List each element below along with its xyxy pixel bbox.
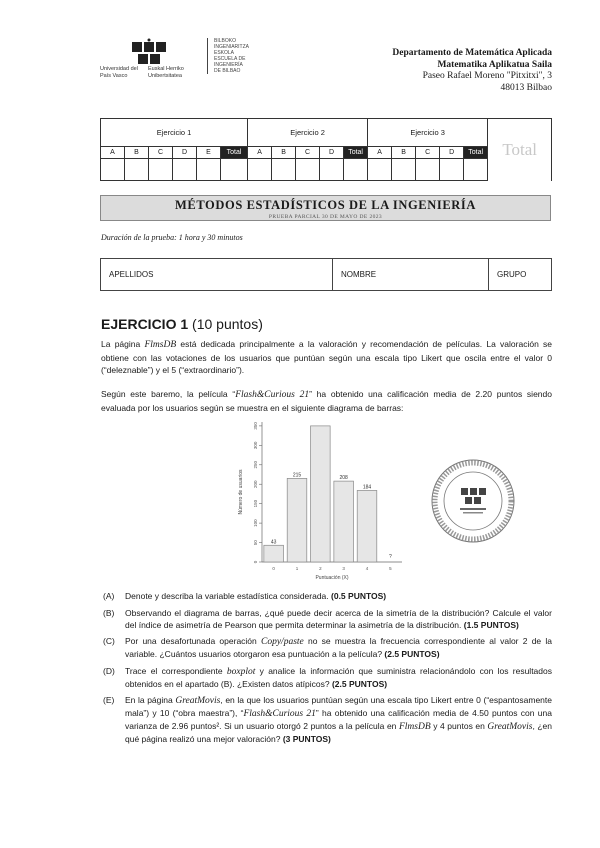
exercise-2-header: Ejercicio 2 bbox=[248, 119, 368, 147]
movie-name: Flash&Curious 21 bbox=[235, 390, 310, 400]
ex1-col-c: C bbox=[149, 147, 173, 159]
department-street: Paseo Rafael Moreno "Pitxitxi", 3 bbox=[422, 71, 552, 81]
department-address bbox=[392, 48, 552, 94]
score-cell[interactable] bbox=[125, 159, 149, 181]
ex1-col-a: A bbox=[101, 147, 125, 159]
statement-text: Según este baremo, la película “ bbox=[101, 389, 236, 399]
question-points: (2.5 PUNTOS) bbox=[384, 649, 440, 659]
intro-text: La página bbox=[101, 339, 145, 349]
question-b bbox=[101, 607, 552, 631]
name-field[interactable]: NOMBRE bbox=[333, 259, 489, 291]
exercise-points: (10 puntos) bbox=[192, 316, 263, 332]
site-name: FlmsDB bbox=[144, 340, 177, 350]
question-term: GreatMovis bbox=[487, 722, 533, 732]
y-tick-label: 150 bbox=[253, 499, 258, 508]
x-tick-label: 5 bbox=[389, 566, 392, 571]
bar bbox=[287, 478, 307, 562]
question-text: Trace el correspondiente bbox=[125, 665, 227, 676]
ex3-col-d: D bbox=[440, 147, 464, 159]
score-cell[interactable] bbox=[197, 159, 221, 181]
score-cell[interactable] bbox=[344, 159, 368, 181]
question-text: , en la que los usuarios puntúan según una escala tipo Likert entre 0 (“espantosamente mala”) y 10 (“obra maestra”), “ bbox=[125, 695, 552, 718]
y-tick-label: 250 bbox=[253, 461, 258, 469]
bar bbox=[264, 545, 284, 562]
grand-total-header: Total bbox=[488, 119, 552, 181]
questions-list bbox=[101, 590, 552, 750]
ex2-col-total: Total bbox=[344, 147, 368, 159]
school-line: INGENIARITZA bbox=[214, 44, 250, 50]
question-points: (2.5 PUNTOS) bbox=[331, 678, 388, 689]
question-d bbox=[101, 665, 552, 690]
question-text: Por una desafortunada operación bbox=[125, 636, 261, 646]
exercise-intro bbox=[101, 338, 552, 377]
score-cell[interactable] bbox=[296, 159, 320, 181]
question-points: (3 PUNTOS) bbox=[282, 734, 331, 744]
question-label: (C) bbox=[103, 636, 115, 646]
exam-subtitle: PRUEBA PARCIAL 30 DE MAYO DE 2023 bbox=[268, 214, 383, 220]
x-tick-label: 3 bbox=[342, 566, 345, 571]
y-tick-label: 200 bbox=[253, 480, 258, 488]
question-text: Denote y describa la variable estadística considerada. bbox=[125, 591, 332, 601]
score-cell[interactable] bbox=[416, 159, 440, 181]
question-points: (0.5 PUNTOS) bbox=[331, 591, 387, 601]
ex1-col-b: B bbox=[125, 147, 149, 159]
y-axis-label: Número de usuarios bbox=[238, 469, 244, 515]
university-emblem-icon bbox=[130, 38, 168, 66]
question-term: FlmsDB bbox=[398, 722, 431, 732]
bar bbox=[311, 426, 331, 562]
question-term: Copy/paste bbox=[261, 637, 304, 647]
question-term: GreatMovis bbox=[175, 696, 221, 706]
score-cell[interactable] bbox=[368, 159, 392, 181]
score-cell[interactable] bbox=[272, 159, 296, 181]
x-tick-label: 0 bbox=[272, 566, 275, 571]
question-term: boxplot bbox=[226, 666, 256, 677]
score-cell[interactable] bbox=[440, 159, 464, 181]
score-cell[interactable] bbox=[320, 159, 344, 181]
school-line: DE BILBAO bbox=[214, 68, 241, 74]
question-text: y analice la información que suministra relacionándolo con los resultados obtenidos en el apartado (B). ¿Existen datos atípicos? bbox=[125, 665, 552, 689]
question-c bbox=[101, 635, 552, 660]
exercise-statement bbox=[101, 388, 552, 414]
question-label: (E) bbox=[103, 695, 115, 705]
university-name: Universidad del País Vasco bbox=[100, 66, 138, 79]
ex2-col-a: A bbox=[248, 147, 272, 159]
y-tick-label: 350 bbox=[253, 422, 258, 430]
y-tick-label: 50 bbox=[253, 540, 258, 546]
exercise-1-header: Ejercicio 1 bbox=[101, 119, 248, 147]
school-line: BILBOKO bbox=[214, 38, 236, 44]
question-label: (D) bbox=[103, 665, 115, 676]
ex3-col-c: C bbox=[416, 147, 440, 159]
ex2-col-d: D bbox=[320, 147, 344, 159]
exercise-3-header: Ejercicio 3 bbox=[368, 119, 488, 147]
school-line: INGENIERÍA bbox=[214, 62, 243, 68]
department-name-eu: Matematika Aplikatua Saila bbox=[437, 59, 552, 70]
question-text: Observando el diagrama de barras, ¿qué puede decir acerca de la simetría de la distribución? Calcule el valor del índice de asimetría de Pearson que permita determinar la asimetría de la distribución. bbox=[125, 607, 552, 630]
university-name-eu: Euskal Herriko Unibertsitatea bbox=[148, 66, 184, 79]
question-label: (B) bbox=[103, 607, 115, 618]
score-table bbox=[100, 118, 552, 181]
exercise-heading bbox=[101, 316, 263, 332]
bar-data-label: ? bbox=[388, 554, 392, 560]
x-tick-label: 1 bbox=[295, 566, 299, 571]
question-text: En la página bbox=[125, 695, 176, 705]
university-seal-icon bbox=[430, 458, 516, 544]
department-name: Departamento de Matemática Aplicada bbox=[392, 48, 552, 58]
ex3-col-b: B bbox=[392, 147, 416, 159]
school-logo bbox=[207, 38, 267, 74]
ex1-col-total: Total bbox=[221, 147, 248, 159]
question-points: (1.5 PUNTOS) bbox=[463, 619, 519, 630]
question-text: no se muestra la frecuencia correspondiente al valor 2 de la variable. ¿Cuántos usuarios otorgaron esa puntuación a la película? bbox=[125, 636, 552, 659]
question-text: , ¿en qué página realizó una mejor valoración? bbox=[125, 721, 553, 744]
y-tick-label: 0 bbox=[253, 560, 258, 564]
surname-field[interactable]: APELLIDOS bbox=[101, 259, 333, 291]
score-cell[interactable] bbox=[149, 159, 173, 181]
intro-text: está dedicada principalmente a la valoración y recomendación de películas. La valoración se obtiene con las votaciones de los usuarios que puntúan según una escala tipo Likert que oscila entre el valor 0 (“deleznable”) y el 5 (“extraordinario”). bbox=[101, 339, 553, 375]
score-cell[interactable] bbox=[464, 159, 488, 181]
score-cell[interactable] bbox=[248, 159, 272, 181]
x-tick-label: 4 bbox=[365, 566, 369, 571]
bar-chart bbox=[232, 412, 408, 588]
x-tick-label: 2 bbox=[319, 566, 322, 571]
course-title-box bbox=[100, 195, 551, 221]
course-title: MÉTODOS ESTADÍSTICOS DE LA INGENIERÍA bbox=[175, 198, 476, 212]
question-text: y 4 puntos en bbox=[430, 721, 488, 731]
student-info-table bbox=[100, 258, 552, 291]
ex1-col-e: E bbox=[197, 147, 221, 159]
department-city: 48013 Bilbao bbox=[500, 82, 552, 93]
question-a bbox=[101, 590, 552, 602]
ex1-col-d: D bbox=[173, 147, 197, 159]
question-e bbox=[101, 694, 552, 745]
score-cell[interactable] bbox=[392, 159, 416, 181]
statement-text: ” ha obtenido una calificación media de 2.20 puntos siendo evaluada por los usuarios según se muestra en el siguiente diagrama de barras: bbox=[101, 389, 552, 413]
score-cell[interactable] bbox=[173, 159, 197, 181]
question-text: ” ha obtenido una calificación media de 4.50 puntos con una varianza de 2.96 puntos². Si un usuario otorgó 2 puntos a la película en bbox=[125, 708, 552, 731]
school-line: ESCUELA DE bbox=[214, 56, 246, 62]
question-label: (A) bbox=[103, 591, 115, 601]
school-line: ESKOLA bbox=[214, 50, 235, 56]
group-field[interactable]: GRUPO bbox=[489, 259, 552, 291]
y-tick-label: 300 bbox=[253, 441, 258, 450]
ex2-col-b: B bbox=[272, 147, 296, 159]
score-cell[interactable] bbox=[221, 159, 248, 181]
bar-data-label: 215 bbox=[292, 472, 302, 479]
bar-data-label: 184 bbox=[362, 484, 372, 491]
bar bbox=[334, 481, 354, 562]
bar bbox=[357, 490, 377, 562]
bar-data-label: 208 bbox=[339, 475, 348, 482]
exam-duration: Duración de la prueba: 1 hora y 30 minutos bbox=[101, 233, 243, 242]
score-cell[interactable] bbox=[101, 159, 125, 181]
ex3-col-a: A bbox=[368, 147, 392, 159]
question-term: Flash&Curious 21 bbox=[243, 709, 316, 719]
exercise-label: EJERCICIO 1 bbox=[101, 316, 189, 332]
ex2-col-c: C bbox=[296, 147, 320, 159]
ex3-col-total: Total bbox=[464, 147, 488, 159]
x-axis-label: Puntuación (X) bbox=[315, 575, 349, 581]
bar-data-label: 43 bbox=[270, 539, 277, 546]
y-tick-label: 100 bbox=[253, 519, 258, 527]
